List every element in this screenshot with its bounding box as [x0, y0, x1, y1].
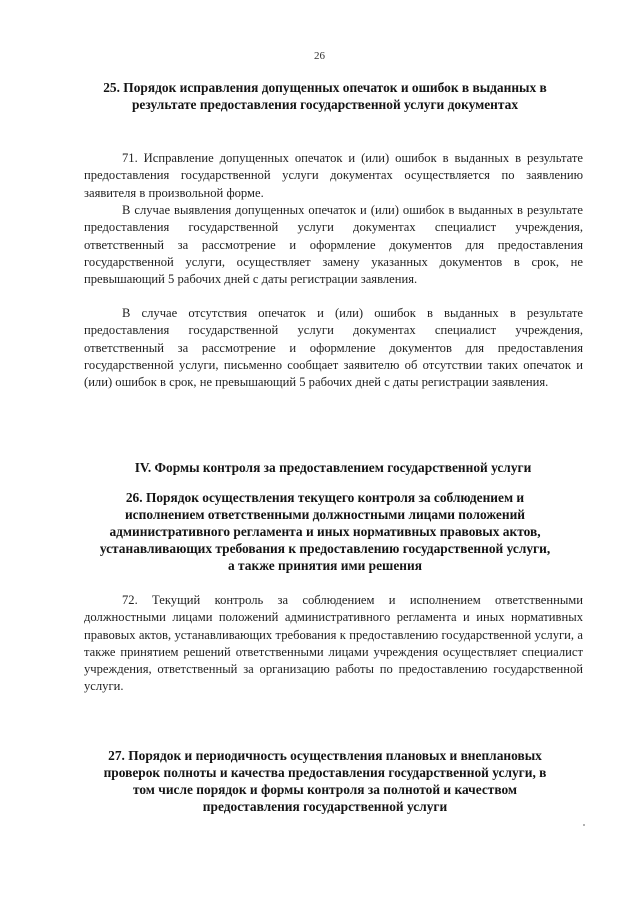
- page-number: 26: [314, 50, 325, 62]
- heading-27: 27. Порядок и периодичность осуществления плановых и внеплановых проверок полноты и качества предоставления государственной услуги, в том числе порядок и формы контроля за полнотой и качеством предоставления государственной услуги: [103, 748, 547, 814]
- section-iv-title: IV. Формы контроля за предоставлением государственной услуги: [134, 460, 532, 475]
- paragraph-71-2: В случае выявления допущенных опечаток и (или) ошибок в выданных в результате предоставления государственной услуги документах специалист учреждения, ответственный за рассмотрение и оформление документов для предоставления государственной услуги, осуществляет замену указанных документов в срок, не превышающий 5 рабочих дней с даты регистрации заявления.: [84, 203, 583, 287]
- heading-26: 26. Порядок осуществления текущего контроля за соблюдением и исполнением ответственными должностными лицами положений административного регламента и иных нормативных правовых актов, устанавливающих требования к предоставлению государственной услуги, а также принятия ими решения: [99, 490, 551, 573]
- scan-speck: [583, 824, 585, 826]
- heading-25: 25. Порядок исправления допущенных опечаток и ошибок в выданных в результате предоставления государственной услуги документах: [103, 80, 547, 112]
- paragraph-71-3: В случае отсутствия опечаток и (или) ошибок в выданных в результате предоставления государственной услуги документах специалист учреждения, ответственный за рассмотрение и оформление документов для предоставления государственной услуги, письменно сообщает заявителю об отсутствии таких опечаток и (или) ошибок в срок, не превышающий 5 рабочих дней с даты регистрации заявления.: [84, 306, 583, 390]
- paragraph-72: 72. Текущий контроль за соблюдением и исполнением ответственными должностными лицами положений административного регламента и иных нормативных правовых актов, устанавливающих требования к предоставлению государственной услуги, а также принятием решений ответственными лицами учреждения осуществляет специалист учреждения, ответственный за организацию работы по предоставлению государственной услуги.: [84, 593, 583, 694]
- paragraph-71-1: 71. Исправление допущенных опечаток и (или) ошибок в выданных в результате предоставления государственной услуги документах осуществляется по заявлению заявителя в произвольной форме.: [84, 151, 583, 200]
